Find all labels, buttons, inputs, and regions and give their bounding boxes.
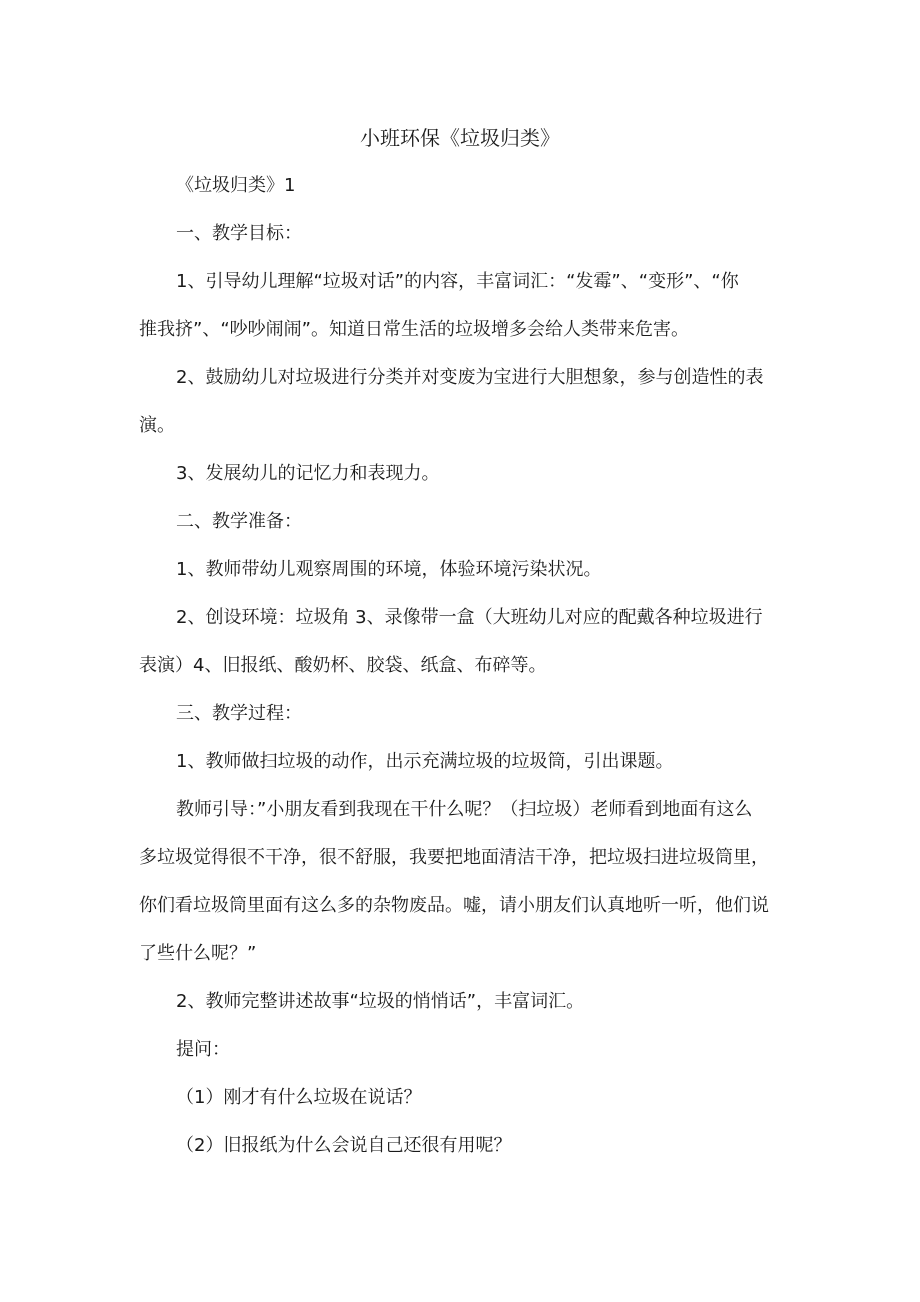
prep-2-line-2: 表演）4、旧报纸、酸奶杯、胶袋、纸盒、布碎等。 <box>139 655 547 676</box>
prep-1: 1、教师带幼儿观察周围的环境，体验环境污染状况。 <box>176 559 602 580</box>
guide-line-2: 多垃圾觉得很不干净，很不舒服，我要把地面清洁干净，把垃圾扫进垃圾筒里， <box>139 847 769 868</box>
process-2: 2、教师完整讲述故事“垃圾的悄悄话”，丰富词汇。 <box>176 991 585 1012</box>
guide-line-3: 你们看垃圾筒里面有这么多的杂物废品。嘘，请小朋友们认真地听一听，他们说 <box>139 895 769 916</box>
section-heading-process: 三、教学过程： <box>176 703 302 724</box>
question-2: （2）旧报纸为什么会说自己还很有用呢？ <box>176 1135 512 1156</box>
guide-line-4: 了些什么呢？” <box>139 943 257 964</box>
goal-2-line-1: 2、鼓励幼儿对垃圾进行分类并对变废为宝进行大胆想象，参与创造性的表 <box>176 367 764 388</box>
guide-line-1: 教师引导：”小朋友看到我现在干什么呢？（扫垃圾）老师看到地面有这么 <box>176 799 753 820</box>
goal-3: 3、发展幼儿的记忆力和表现力。 <box>176 463 440 484</box>
prep-2-line-1: 2、创设环境：垃圾角 3、录像带一盒（大班幼儿对应的配戴各种垃圾进行 <box>176 607 763 628</box>
document-title: 小班环保《垃圾归类》 <box>360 126 560 150</box>
section-heading-goals: 一、教学目标： <box>176 223 302 244</box>
subtitle: 《垃圾归类》1 <box>176 175 296 196</box>
process-1: 1、教师做扫垃圾的动作，出示充满垃圾的垃圾筒，引出课题。 <box>176 751 674 772</box>
goal-1-line-2: 推我挤”、“吵吵闹闹”。知道日常生活的垃圾增多会给人类带来危害。 <box>139 319 689 340</box>
goal-1-line-1: 1、引导幼儿理解“垃圾对话”的内容，丰富词汇：“发霉”、“变形”、“你 <box>176 271 739 292</box>
goal-2-line-2: 演。 <box>139 415 175 436</box>
question-1: （1）刚才有什么垃圾在说话？ <box>176 1087 422 1108</box>
question-label: 提问： <box>176 1039 230 1060</box>
section-heading-preparation: 二、教学准备： <box>176 511 302 532</box>
